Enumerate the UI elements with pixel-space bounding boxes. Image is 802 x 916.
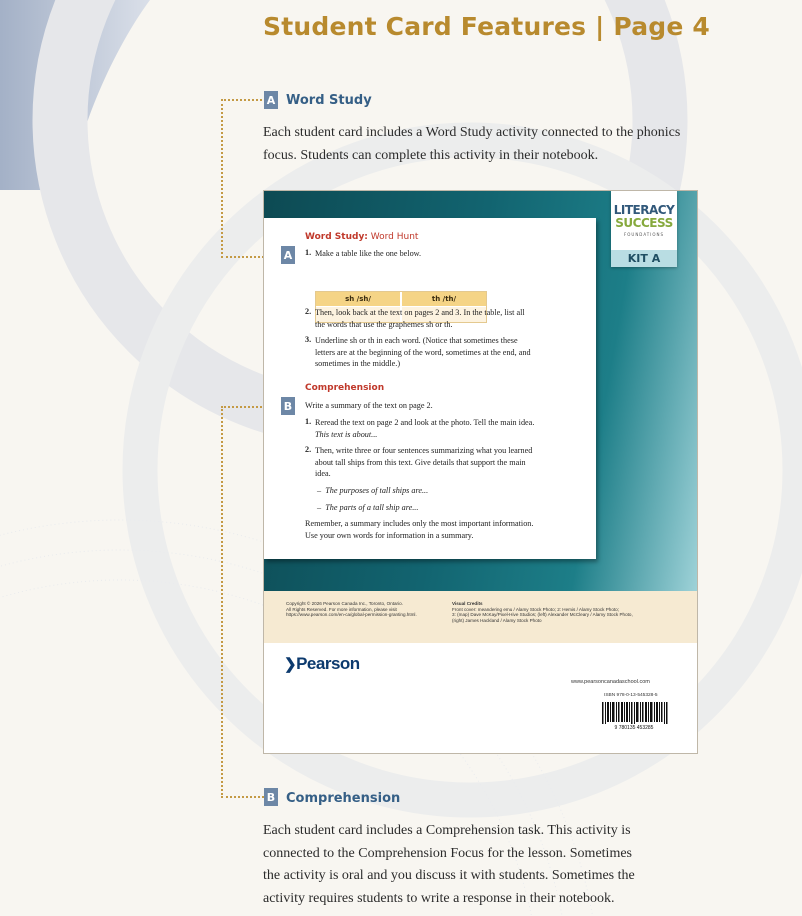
- text-line: connected to the Comprehension Focus for the lesson. Sometimes: [263, 845, 632, 861]
- section-heading-word-study: Word Study: [286, 93, 372, 108]
- section-heading-comprehension: Comprehension: [286, 791, 401, 806]
- card-sheet: [264, 218, 596, 559]
- item-number: 3.: [305, 335, 312, 344]
- item-number: 2.: [305, 307, 312, 316]
- isbn-text: ISBN 978-0-13-545328-5: [604, 693, 658, 698]
- item-number: 2.: [305, 445, 312, 454]
- kit-label: KIT A: [611, 250, 677, 267]
- card-marker-a: A: [281, 246, 295, 264]
- barcode-icon: [598, 702, 670, 730]
- card-marker-b: B: [281, 397, 295, 415]
- pearson-mark-icon: ❯: [284, 656, 297, 673]
- comprehension-description: [263, 820, 783, 910]
- marker-b: B: [264, 788, 278, 806]
- connector-a: [221, 99, 266, 258]
- item-number: 1.: [305, 417, 312, 426]
- text-line: Each student card includes a Comprehension task. This activity is: [263, 823, 631, 838]
- word-study-item-3: Underline sh or th in each word. (Notice that sometimes these letters are at the beginning of the word, sometimes at the end, and sometimes in the middle.): [315, 336, 531, 368]
- comprehension-item-2: Then, write three or four sentences summarizing what you learned about tall ships from this text. Give details that support the main idea.: [315, 446, 533, 478]
- bullet-item: – The parts of a tall ship are...: [317, 503, 419, 512]
- comprehension-closing: Remember, a summary includes only the most important information. Use your own words for information in a summary.: [305, 519, 534, 540]
- table-header-sh: sh /sh/: [316, 292, 400, 306]
- literacy-success-logo: LITERACY SUCCESS FOUNDATIONS KIT A: [611, 191, 677, 267]
- student-card-image: [263, 190, 698, 754]
- copyright-text: Copyright © 2026 Pearson Canada Inc., Toronto, Ontario. All Rights Reserved. For more information, please visit https://www.pearson.com/en-ca/global-permission-granting.html.: [286, 601, 417, 618]
- word-study-item-2: Then, look back at the text on pages 2 and 3. In the table, list all the words that use the graphemes sh or th.: [315, 308, 525, 329]
- page-title: Student Card Features | Page 4: [263, 12, 711, 41]
- word-study-item-1: Make a table like the one below.: [315, 249, 422, 258]
- website-url: www.pearsoncanadaschool.com: [571, 679, 650, 685]
- text-line: focus. Students can complete this activity in their notebook.: [263, 147, 599, 163]
- text-line: Each student card includes a Word Study activity connected to the phonics: [263, 125, 681, 140]
- word-study-description: [263, 122, 783, 167]
- marker-a: A: [264, 91, 278, 109]
- item-number: 1.: [305, 248, 312, 257]
- card-footer-band: [264, 591, 697, 643]
- comprehension-intro: Write a summary of the text on page 2.: [305, 401, 433, 410]
- comprehension-card-heading: Comprehension: [305, 383, 385, 393]
- pearson-logo: ❯Pearson: [284, 654, 360, 673]
- text-line: activity requires students to write a response in their notebook.: [263, 890, 615, 906]
- comprehension-item-1: Reread the text on page 2 and look at the photo. Tell the main idea. This text is about...: [315, 418, 535, 439]
- table-header-th: th /th/: [402, 292, 486, 306]
- visual-credits: Visual Credits Front cover: meandering emu / Alamy Stock Photo; 2: Hemis / Alamy Stock Photo; 3: (map) Dave McKay/Pixel-Hive Studios; (left) Alexander McCleary / Alamy Stock Photo, (right) James Hackland / Alamy Stock Photo: [452, 601, 633, 623]
- bullet-item: – The purposes of tall ships are...: [317, 486, 429, 495]
- text-line: the activity is oral and you discuss it with students. Sometimes the: [263, 868, 635, 883]
- svg-text:9 780135 453285: 9 780135 453285: [614, 725, 654, 730]
- connector-b-end: [221, 796, 264, 798]
- word-study-card-heading: Word Study: Word Hunt: [305, 232, 419, 242]
